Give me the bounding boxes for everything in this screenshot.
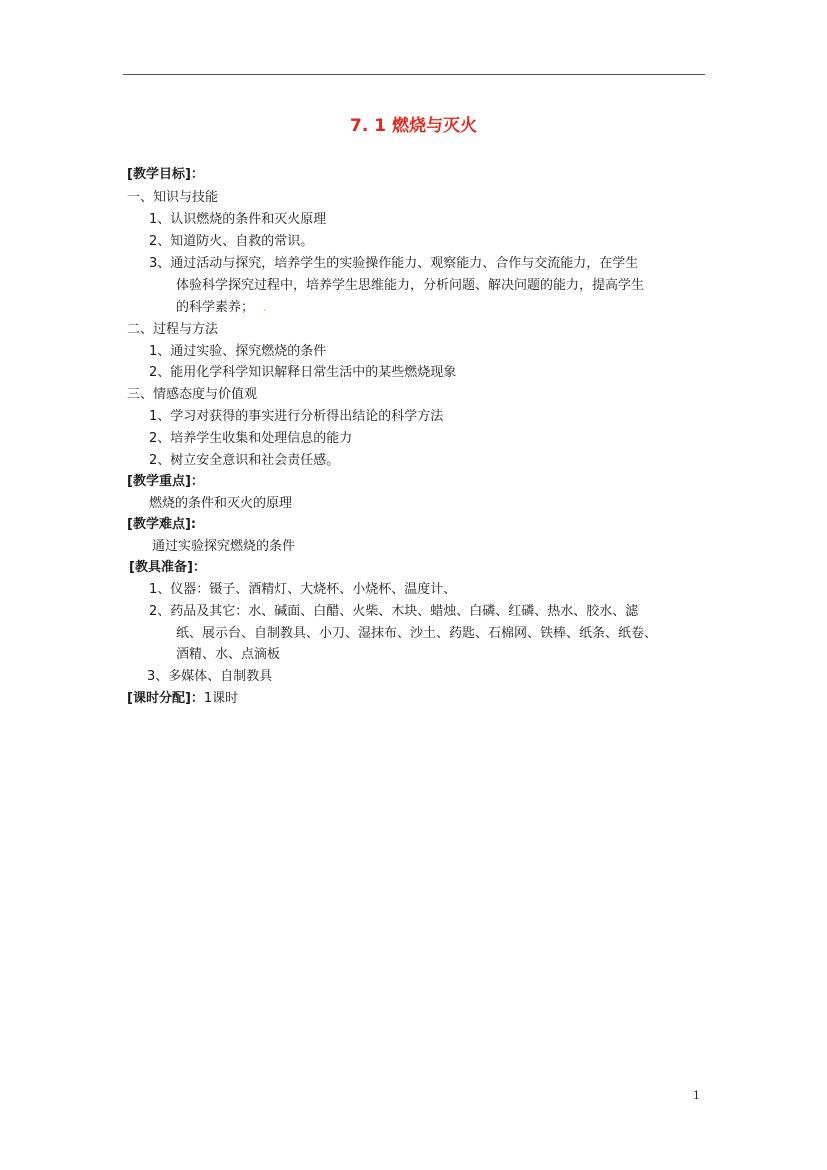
list-item: 2、知道防火、自救的常识。	[149, 234, 314, 249]
subsection-heading: 二、过程与方法	[127, 322, 219, 337]
body-text: 燃烧的条件和灭火的原理	[149, 496, 293, 511]
page-number: 1	[693, 1089, 700, 1102]
yellow-mark-icon: .	[263, 300, 268, 315]
list-item: 1、认识燃烧的条件和灭火原理	[149, 212, 327, 227]
list-item: 2、能用化学科学知识解释日常生活中的某些燃烧现象	[149, 365, 457, 380]
list-item: 1、学习对获得的事实进行分析得出结论的科学方法	[149, 409, 444, 424]
section-heading: [课时分配]：	[127, 691, 204, 706]
list-item-continuation: 纸、展示台、自制教具、小刀、湿抹布、沙土、药匙、石棉网、铁棒、纸条、纸卷、	[176, 626, 658, 641]
list-item-continuation: 的科学素养；	[176, 300, 255, 315]
list-item: 3、多媒体、自制教具	[147, 669, 273, 684]
body-text: 通过实验探究燃烧的条件	[152, 539, 296, 554]
section-heading: [教学目标]：	[127, 167, 204, 182]
list-item: 3、通过活动与探究，培养学生的实验操作能力、观察能力、合作与交流能力，在学生	[149, 256, 639, 271]
list-item-continuation: 酒精、水、点滴板	[176, 647, 281, 662]
section-heading: [教具准备]：	[129, 560, 206, 575]
list-item: 1、仪器：镊子、酒精灯、大烧杯、小烧杯、温度计、	[149, 582, 457, 597]
schedule-row	[127, 690, 238, 708]
subsection-heading: 一、知识与技能	[127, 190, 219, 205]
subsection-heading: 三、情感态度与价值观	[127, 387, 258, 402]
section-heading: [教学难点]:	[127, 517, 197, 532]
page-title: 7. 1 燃烧与灭火	[350, 116, 477, 136]
list-item: 2、药品及其它：水、碱面、白醋、火柴、木块、蜡烛、白磷、红磷、热水、胶水、滤	[149, 604, 639, 619]
schedule-value: 1课时	[203, 691, 239, 706]
list-item: 2、培养学生收集和处理信息的能力	[149, 431, 353, 446]
header-rule	[123, 74, 705, 75]
list-item: 2、树立安全意识和社会责任感。	[149, 453, 340, 468]
list-item: 1、通过实验、探究燃烧的条件	[149, 344, 327, 359]
section-heading: [教学重点]：	[127, 474, 204, 489]
list-item-continuation: 体验科学探究过程中，培养学生思维能力，分析问题、解决问题的能力，提高学生	[176, 278, 645, 293]
